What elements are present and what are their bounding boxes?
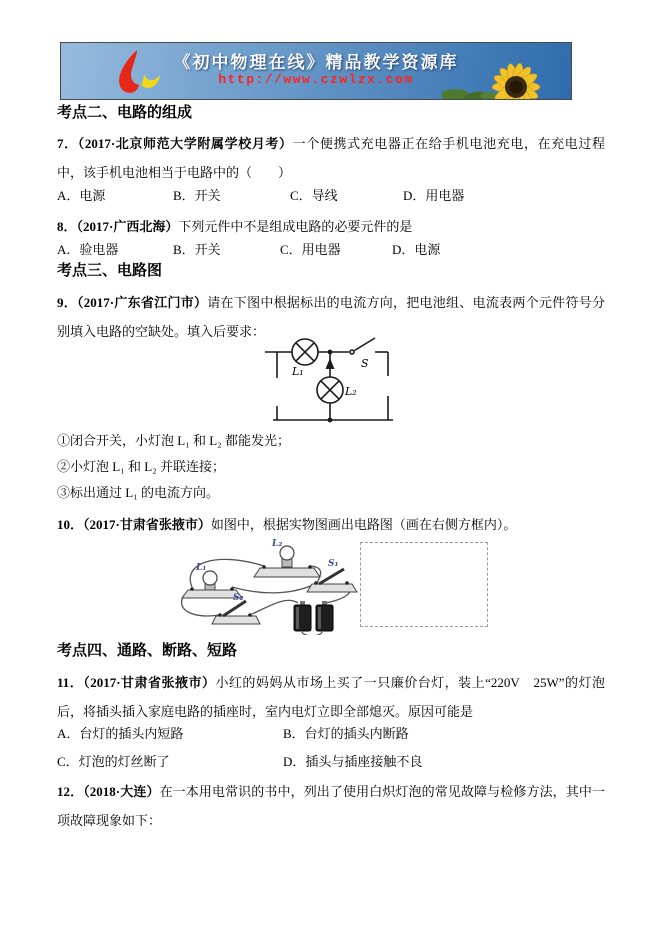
- q12-text: 在一本用电常识的书中，列出了使用白炽灯泡的常见故障与检修方法，其中一项故障现象如下：: [57, 784, 605, 828]
- banner-title: 《初中物理在线》精品教学资源库: [173, 53, 459, 72]
- q10-text: 如图中，根据实物图画出电路图（画在右侧方框内）。: [210, 517, 517, 532]
- q7-option-b: B．开关: [173, 188, 221, 203]
- q9-circuit-diagram: [228, 330, 408, 432]
- q8-option-b: B．开关: [173, 242, 221, 257]
- q8-option-c: C．用电器: [280, 242, 341, 257]
- q7-text: 一个便携式充电器正在给手机电池充电，在充电过程中，该手机电池相当于电路中的（ ）: [57, 136, 605, 180]
- q8-text: 下列元件中不是组成电路的必要元件的是: [178, 219, 413, 234]
- q10-source-tag: 10．（2017·甘肃省张掖市）: [57, 517, 211, 532]
- question-8: [57, 212, 605, 241]
- q9-item-2: ②小灯泡 L₁ 和 L₂ 并联连接；: [57, 459, 225, 474]
- q8-source-tag: 8．（2017·广西北海）: [57, 219, 179, 234]
- q10-label-l1: L₁: [196, 563, 207, 573]
- q7-option-d: D．用电器: [403, 188, 465, 203]
- question-10: [57, 510, 605, 539]
- q9-text: 请在下图中根据标出的电流方向，把电池组、电流表两个元件符号分别填入电路的空缺处。填入后要求：: [57, 295, 605, 339]
- current-arrow-icon: [326, 358, 335, 369]
- sunflower-head: [492, 62, 541, 99]
- q11-option-d: D．插头与插座接触不良: [283, 754, 423, 769]
- q10-label-s1: S₁: [328, 559, 339, 569]
- q8-option-d: D．电源: [392, 242, 441, 257]
- q10-label-s2: S₂: [233, 593, 244, 603]
- q8-options-row: [57, 239, 605, 257]
- banner-url: http://www.czwlzx.com: [218, 72, 414, 87]
- q7-option-a: A．电源: [57, 188, 106, 203]
- site-banner: [60, 42, 572, 100]
- q11-option-c: C．灯泡的灯丝断了: [57, 754, 170, 769]
- section-heading-circuit-states: 考点四、通路、断路、短路: [57, 643, 238, 659]
- q11-options-row-2: [57, 751, 605, 769]
- sunflower-image: [441, 43, 571, 99]
- q11-text: 小红的妈妈从市场上买了一只廉价台灯，装上“220V 25W”的灯泡后，将插头插入家庭电路的插座时，室内电灯立即全部熄灭。原因可能是: [57, 675, 605, 719]
- section-heading-circuit-composition: 考点二、电路的组成: [57, 105, 193, 121]
- q11-option-b: B．台灯的插头内断路: [283, 726, 409, 741]
- q7-source-tag: 7．（2017·北京师范大学附属学校月考）: [57, 136, 293, 151]
- q9-source-tag: 9．（2017·广东省江门市）: [57, 295, 208, 310]
- q9-item-3: ③标出通过 L₁ 的电流方向。: [57, 485, 219, 500]
- q12-source-tag: 12．（2018·大连）: [57, 784, 160, 799]
- q11-option-a: A．台灯的插头内短路: [57, 726, 184, 741]
- q10-answer-box: [360, 542, 488, 627]
- q11-options-row-1: [57, 723, 605, 741]
- q9-label-l2: L₂: [345, 385, 357, 398]
- question-12: [57, 777, 605, 835]
- q7-option-c: C．导线: [290, 188, 338, 203]
- section-heading-circuit-diagram: 考点三、电路图: [57, 263, 163, 279]
- q7-options-row: [57, 185, 605, 203]
- q10-label-l2: L₂: [272, 539, 283, 549]
- question-11: [57, 668, 605, 726]
- question-7: [57, 129, 605, 187]
- q10-realia-drawing: [176, 537, 358, 635]
- q9-label-s: S: [361, 357, 369, 370]
- q9-item-1: ①闭合开关，小灯泡 L₁ 和 L₂ 都能发光；: [57, 433, 290, 448]
- q8-option-a: A．验电器: [57, 242, 119, 257]
- q9-label-l1: L₁: [292, 365, 304, 378]
- q11-source-tag: 11．（2017·甘肃省张掖市）: [57, 675, 216, 690]
